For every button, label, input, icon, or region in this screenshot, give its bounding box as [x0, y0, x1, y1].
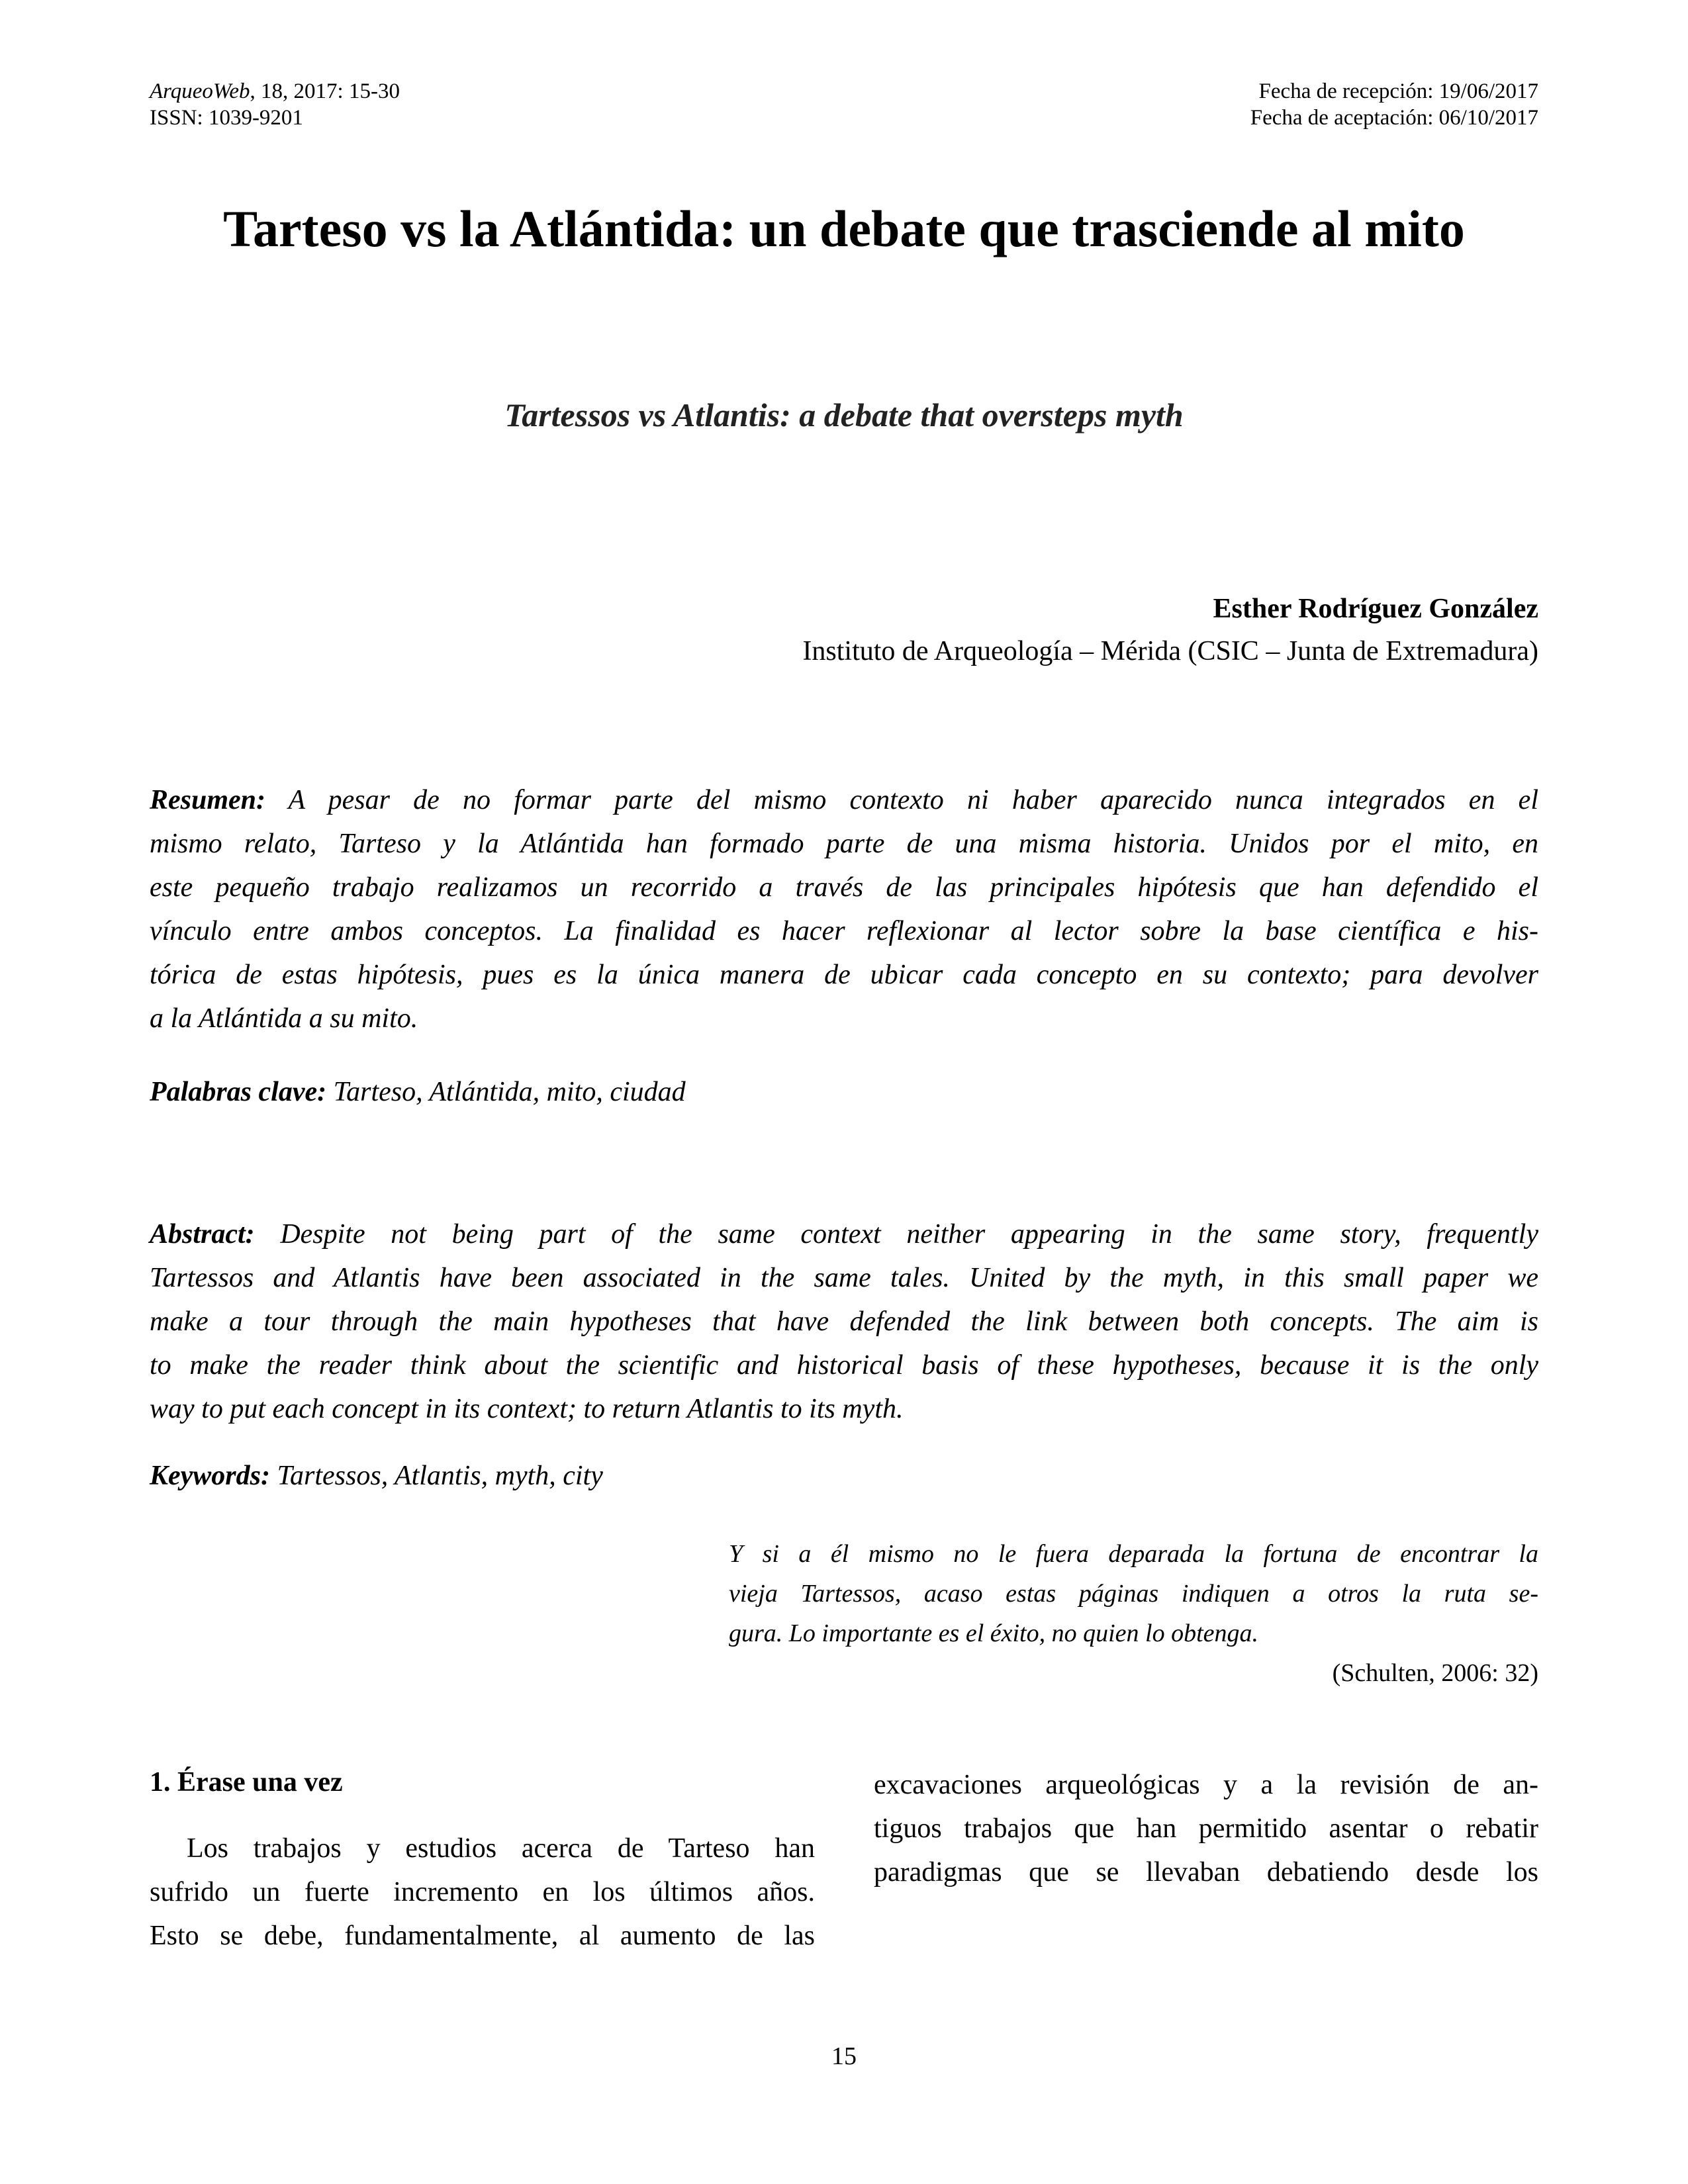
acceptance-date: Fecha de aceptación: 06/10/2017 [1250, 106, 1538, 130]
resumen-line: tórica de estas hipótesis, pues es la única manera de ubicar cada concepto en su contexto; para devolver [150, 960, 1538, 990]
section-heading: 1. Érase una vez [150, 1767, 343, 1797]
journal-citation [150, 78, 400, 105]
paper-title: Tarteso vs la Atlántida: un debate que trasciende al mito [223, 200, 1465, 257]
journal-name: ArqueoWeb [150, 79, 250, 103]
issn: ISSN: 1039-9201 [150, 106, 303, 130]
body-line: sufrido un fuerte incremento en los últimos años. [150, 1877, 815, 1907]
resumen-line [150, 778, 1538, 822]
epigraph-citation: (Schulten, 2006: 32) [1332, 1659, 1538, 1687]
body-text: Los trabajos y estudios acerca de Tarteso han [187, 1833, 815, 1864]
palabras-clave-label: Palabras clave: [150, 1077, 327, 1107]
abstract-line: to make the reader think about the scientific and historical basis of these hypotheses, because it is the only [150, 1350, 1538, 1381]
body-line: tiguos trabajos que han permitido asentar o rebatir [874, 1813, 1538, 1844]
resumen-line: vínculo entre ambos conceptos. La finalidad es hacer reflexionar al lector sobre la base científica e his- [150, 916, 1538, 946]
journal-volume: , 18, 2017: 15-30 [250, 79, 400, 103]
abstract-paragraph [150, 1212, 1538, 1431]
keywords-label: Keywords: [150, 1461, 270, 1491]
resumen-label: Resumen: [150, 785, 266, 815]
resumen-line: este pequeño trabajo realizamos un recorrido a través de las principales hipótesis que han defendido el [150, 872, 1538, 903]
journal-info [150, 78, 400, 131]
abstract-line [150, 1212, 1538, 1256]
abstract-line: way to put each concept in its context; to return Atlantis to its myth. [150, 1394, 904, 1424]
abstract-line: make a tour through the main hypotheses that have defended the link between both concepts. The aim is [150, 1306, 1538, 1337]
paper-subtitle: Tartessos vs Atlantis: a debate that oversteps myth [504, 396, 1184, 433]
resumen-paragraph [150, 778, 1538, 1040]
epigraph-quote [729, 1534, 1538, 1653]
body-line: excavaciones arqueológicas y a la revisión de an- [874, 1770, 1538, 1800]
keywords-value: Tartessos, Atlantis, myth, city [270, 1461, 603, 1491]
author-affiliation: Instituto de Arqueología – Mérida (CSIC – Junta de Extremadura) [802, 636, 1538, 666]
page-number: 15 [831, 2042, 857, 2070]
submission-dates [1250, 78, 1538, 131]
keywords [150, 1456, 603, 1496]
body-column-right [874, 1763, 1538, 1894]
epigraph-line: vieja Tartessos, acaso estas páginas indiquen a otros la ruta se- [729, 1580, 1538, 1608]
abstract-line: Tartessos and Atlantis have been associated in the same tales. United by the myth, in this small paper we [150, 1263, 1538, 1293]
abstract-label: Abstract: [150, 1219, 255, 1250]
body-column-left [150, 1827, 815, 1958]
author-name: Esther Rodríguez González [1213, 594, 1538, 624]
resumen-text: A pesar de no formar parte del mismo contexto ni haber aparecido nunca integrados en el [265, 785, 1538, 815]
palabras-clave [150, 1072, 686, 1112]
body-line: Esto se debe, fundamentalmente, al aumento de las [150, 1921, 815, 1951]
resumen-line: a la Atlántida a su mito. [150, 1003, 418, 1034]
resumen-line: mismo relato, Tarteso y la Atlántida han formado parte de una misma historia. Unidos por el mito, en [150, 829, 1538, 859]
palabras-clave-value: Tarteso, Atlántida, mito, ciudad [326, 1077, 686, 1107]
epigraph-line: gura. Lo importante es el éxito, no quien lo obtenga. [729, 1619, 1259, 1647]
body-line [150, 1827, 815, 1870]
abstract-text: Despite not being part of the same context neither appearing in the same story, frequently [254, 1219, 1538, 1250]
body-line: paradigmas que se llevaban debatiendo desde los [874, 1857, 1538, 1888]
epigraph-line: Y si a él mismo no le fuera deparada la fortuna de encontrar la [729, 1540, 1538, 1568]
reception-date: Fecha de recepción: 19/06/2017 [1258, 79, 1538, 103]
